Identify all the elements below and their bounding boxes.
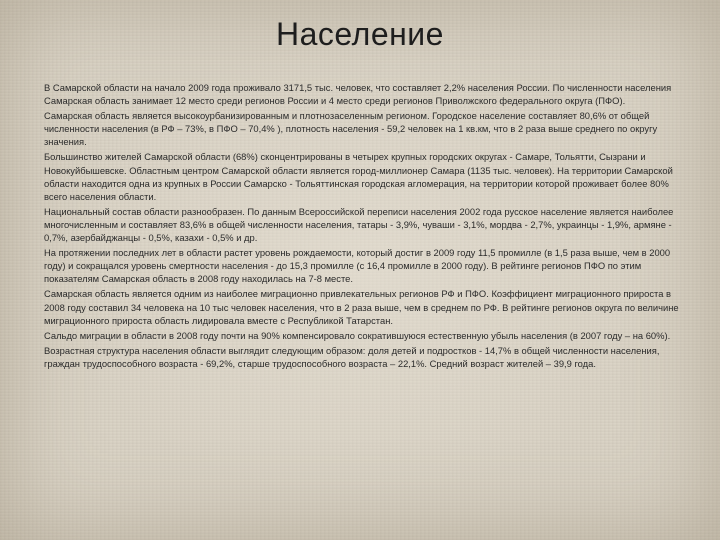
paragraph-population-total: В Самарской области на начало 2009 года проживало 3171,5 тыс. человек, что составляет 2,2% населения России. По численности населения Самарская область занимает 12 место среди регионов России и 4 место среди регионов Приволжского федерального округа (ПФО). [44, 82, 672, 107]
paragraph-ethnic-composition: Национальный состав области разнообразен. По данным Всероссийской переписи населения 2002 года русское население является наиболее многочисленным и составляет 83,6% в общей численности населения, татары - 3,9%, чуваши - 3,1%, мордва - 2,7%, украинцы - 1,9%, армяне - 0,7%, азербайджанцы - 0,5%, казахи - 0,5% и др. [44, 205, 674, 244]
paragraph-birth-death-rates: На протяжении последних лет в области растет уровень рождаемости, который достиг в 2009 году 11,5 промилле (в 1,5 раза выше, чем в 2000 году) и сокращался уровень смертности населения - до 15,3 промилле (с 16,4 промилле в 2000 году). В рейтинге регионов ПФО по этим показателям Самарская область в 2008 году находилась на 7-8 месте. [44, 247, 671, 285]
paragraph-urbanization: Самарская область является высокоурбанизированным и плотнозаселенным регионом. Городское население составляет 80,6% от общей численности населения (в РФ – 73%, в ПФО – 70,4% ), плотность населения - 59,2 человек на 1 кв.км, что в 2 раза выше среднего по округу значения. [44, 110, 658, 148]
paragraph-migration-balance: Сальдо миграции в области в 2008 году почти на 90% компенсировало сократившуюся естественную убыль населения (в 2007 году – на 60%). [44, 329, 671, 341]
paragraph-cities: Большинство жителей Самарской области (68%) сконцентрированы в четырех крупных городских округах - Самаре, Тольятти, Сызрани и Новокуйбышевске. Областным центром Самарской области является город-миллионер Самара (1135 тыс. человек). На территории Самарской области находится одна из крупных в России Самарско - Тольяттинская городская агломерация, на территории которой проживает более 80% всего населения области. [44, 151, 673, 202]
paragraph-age-structure: Возрастная структура населения области выглядит следующим образом: доля детей и подростков - 14,7% в общей численности населения, граждан трудоспособного возраста - 69,2%, старше трудоспособного возраста – 22,1%. Средний возраст жителей – 39,9 года. [44, 344, 660, 369]
slide-title: Население [276, 16, 444, 52]
paragraph-migration-attractiveness: Самарская область является одним из наиболее миграционно привлекательных регионов РФ и ПФО. Коэффициент миграционного прироста в 2008 году составил 34 человека на 10 тыс человек населения, что в 2 раза выше, чем в среднем по РФ. В рейтинге регионов округа по величине миграционного прироста область лидировала вместе с Республикой Татарстан. [44, 288, 679, 326]
slide-body [44, 81, 684, 372]
